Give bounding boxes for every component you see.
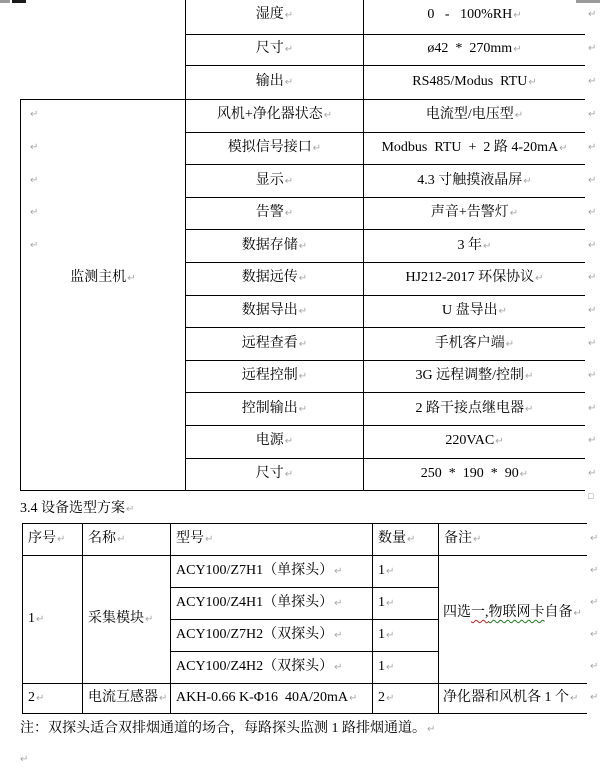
spec-value-text: RS485/Modus RTU (412, 74, 528, 89)
paragraph-mark: ↵ (127, 273, 136, 284)
paragraph-mark: ↵ (284, 436, 294, 447)
remark-text: 净化器和风机各 1 个 (443, 690, 569, 705)
paragraph-mark: ↵ (590, 565, 599, 576)
spec-param (186, 430, 363, 452)
paragraph-mark: ↵ (284, 469, 294, 480)
col-header-model (176, 528, 368, 550)
table-border-line (20, 99, 585, 100)
section-heading-text: 3.4 设备选型方案 (20, 501, 125, 516)
spec-value (364, 463, 585, 485)
paragraph-mark: ↵ (298, 371, 308, 382)
col-header-text: 备注 (444, 531, 472, 546)
paragraph-mark: ↵ (126, 504, 135, 515)
qty-cell (378, 624, 434, 646)
spec-param-text: 湿度 (255, 7, 284, 22)
table-border-line (185, 425, 585, 426)
model-text: ACY100/Z4H1（单探头） (176, 595, 334, 610)
qty-cell (378, 656, 434, 678)
table-border-line (185, 34, 585, 35)
spec-value (364, 4, 585, 26)
spec-param-text: 模拟信号接口 (227, 140, 312, 155)
paragraph-mark: ↵ (427, 724, 436, 735)
spec-value-text: HJ212-2017 环保协议 (405, 270, 535, 285)
table-border-line (22, 523, 23, 713)
paragraph-mark: ↵ (30, 207, 39, 218)
spec-value-text: Modbus RTU + 2 路 4-20mA (381, 140, 559, 155)
table-border-line (185, 327, 585, 328)
table-border-line (185, 132, 585, 133)
paragraph-mark: ↵ (559, 143, 568, 154)
spec-param (186, 71, 363, 93)
paragraph-mark: ↵ (514, 110, 524, 121)
spec-param (186, 333, 363, 355)
spec-value-text: 3G 远程调整/控制 (415, 368, 525, 383)
seq-text: 1 (28, 611, 35, 626)
name-cell (88, 687, 166, 709)
paragraph-mark: ↵ (407, 534, 416, 545)
paragraph-mark: ↵ (588, 207, 597, 218)
name-cell (88, 608, 166, 630)
model-cell (176, 624, 368, 646)
paragraph-mark: ↵ (145, 614, 154, 625)
seq-cell (28, 608, 78, 630)
table-border-line (185, 360, 585, 361)
table-border-line (185, 164, 585, 165)
table-border-line (82, 523, 83, 713)
paragraph-mark: ↵ (525, 371, 534, 382)
qty-text: 1 (378, 563, 385, 578)
paragraph-mark: ↵ (588, 338, 597, 349)
qty-cell (378, 687, 434, 709)
table-border-line (20, 490, 585, 491)
model-cell (176, 560, 368, 582)
spec-param-text: 远程查看 (241, 336, 298, 351)
col-header-text: 数量 (378, 531, 406, 546)
spec-value-text: 声音+告警灯 (430, 205, 509, 220)
table-border-line (185, 458, 585, 459)
paragraph-mark: ↵ (117, 534, 126, 545)
paragraph-mark: ↵ (528, 77, 537, 88)
spec-value (364, 137, 585, 159)
qty-text: 1 (378, 595, 385, 610)
spec-param (186, 202, 363, 224)
cropped-remnant (12, 0, 26, 3)
paragraph-mark: ↵ (588, 9, 597, 20)
paragraph-mark: ↵ (298, 306, 308, 317)
paragraph-mark: ↵ (386, 598, 395, 609)
spec-param-text: 控制输出 (241, 401, 298, 416)
spec-param-text: 尺寸 (255, 41, 284, 56)
spec-value (364, 365, 585, 387)
paragraph-mark: ↵ (334, 598, 343, 609)
model-cell (176, 592, 368, 614)
paragraph-mark: ↵ (349, 693, 358, 704)
paragraph-mark: ↵ (590, 533, 599, 544)
remark-text-grammarcheck: 物联网卡 (488, 605, 545, 620)
paragraph-mark: ↵ (334, 630, 343, 641)
spec-param-text: 告警 (255, 205, 284, 220)
cropped-remnant (0, 0, 10, 3)
spec-param (186, 4, 363, 26)
paragraph-mark: ↵ (588, 240, 597, 251)
paragraph-mark: ↵ (298, 339, 308, 350)
spec-value (364, 202, 585, 224)
seq-text: 2 (28, 690, 35, 705)
paragraph-mark: ↵ (573, 608, 582, 619)
paragraph-mark: ↵ (495, 436, 504, 447)
table-border-line (185, 392, 585, 393)
paragraph-mark: ↵ (284, 176, 294, 187)
seq-cell (28, 687, 78, 709)
spec-value (364, 398, 585, 420)
paragraph-mark: ↵ (509, 208, 519, 219)
cropped-remnant (576, 0, 600, 3)
spec-value (364, 71, 585, 93)
paragraph-mark: ↵ (588, 76, 597, 87)
remark-cell (443, 602, 586, 624)
paragraph-mark: ↵ (590, 661, 599, 672)
spec-value-text: 220VAC (445, 433, 495, 448)
qty-cell (378, 560, 434, 582)
spec-value (364, 104, 585, 126)
paragraph-mark: ↵ (159, 693, 168, 704)
spec-param-text: 尺寸 (255, 466, 284, 481)
spec-param-text: 输出 (255, 74, 284, 89)
spec-value-text: ø42 * 270mm (427, 41, 513, 56)
spec-param-text: 显示 (255, 173, 284, 188)
spec-value (364, 170, 585, 192)
qty-cell (378, 592, 434, 614)
note-text (20, 718, 596, 740)
qty-text: 1 (378, 627, 385, 642)
paragraph-mark: ↵ (386, 693, 395, 704)
spec-value-text: U 盘导出 (441, 303, 498, 318)
spec-value (364, 333, 585, 355)
table-border-line (438, 523, 439, 713)
col-header-text: 型号 (176, 531, 204, 546)
table-border-line (20, 99, 21, 490)
table-border-line (22, 683, 587, 684)
section-heading (20, 498, 340, 520)
table-border-line (170, 619, 438, 620)
spec-param-text: 风机+净化器状态 (216, 107, 323, 122)
paragraph-mark: ↵ (513, 10, 522, 21)
paragraph-mark: ↵ (588, 370, 597, 381)
paragraph-mark: ↵ (30, 240, 39, 251)
spec-value (364, 38, 585, 60)
paragraph-mark: ↵ (588, 175, 597, 186)
spec-param (186, 38, 363, 60)
spec-value-text: 4.3 寸触摸液晶屏 (417, 173, 523, 188)
paragraph-mark: ↵ (57, 534, 66, 545)
model-text: ACY100/Z4H2（双探头） (176, 659, 334, 674)
table-border-line (170, 651, 438, 652)
spec-value (364, 300, 585, 322)
paragraph-mark: ↵ (588, 272, 597, 283)
table-border-line (22, 523, 587, 524)
table-border-line (185, 65, 585, 66)
paragraph-mark: ↵ (535, 273, 544, 284)
table-border-line (170, 523, 171, 713)
paragraph-mark: ↵ (588, 435, 597, 446)
paragraph-mark: ↵ (386, 566, 395, 577)
paragraph-mark: ↵ (334, 662, 343, 673)
col-header-seq (28, 528, 78, 550)
table-border-line (22, 713, 587, 714)
spec-param (186, 267, 363, 289)
host-label (21, 267, 185, 289)
col-header-remark (444, 528, 584, 550)
col-header-text: 序号 (28, 531, 56, 546)
paragraph-mark: ↵ (30, 142, 39, 153)
paragraph-mark: ↵ (36, 693, 45, 704)
spec-param (186, 235, 363, 257)
paragraph-mark: ↵ (523, 176, 532, 187)
paragraph-mark: ↵ (284, 44, 294, 55)
model-cell (176, 687, 368, 709)
spec-value-text: 电流型/电压型 (425, 107, 514, 122)
col-header-qty (378, 528, 434, 550)
paragraph-mark: ↵ (505, 339, 515, 350)
table-border-line (372, 523, 373, 713)
spec-param-text: 电源 (255, 433, 284, 448)
spec-param (186, 398, 363, 420)
spec-value (364, 430, 585, 452)
paragraph-mark: ↵ (588, 403, 597, 414)
paragraph-mark: ↵ (334, 566, 343, 577)
paragraph-mark: ↵ (20, 754, 29, 765)
spec-param (186, 463, 363, 485)
col-header-text: 名称 (88, 531, 116, 546)
paragraph-mark: ↵ (525, 404, 534, 415)
spec-param (186, 300, 363, 322)
paragraph-mark: ↵ (588, 142, 597, 153)
model-text: ACY100/Z7H1（单探头） (176, 563, 334, 578)
paragraph-mark: ↵ (298, 273, 308, 284)
paragraph-mark: ↵ (590, 597, 599, 608)
spec-param (186, 170, 363, 192)
paragraph-mark: ↵ (519, 469, 529, 480)
paragraph-mark: ↵ (386, 662, 395, 673)
spec-value-text: 手机客户端 (434, 336, 505, 351)
paragraph-mark: ↵ (298, 404, 308, 415)
paragraph-mark: ↵ (284, 10, 294, 21)
qty-text: 1 (378, 659, 385, 674)
spec-value-text: 3 年 (457, 238, 483, 253)
model-text: AKH-0.66 K-Φ16 40A/20mA (176, 690, 348, 705)
end-of-table-mark: □ (588, 491, 594, 501)
paragraph-mark: ↵ (312, 143, 322, 154)
remark-cell (443, 687, 586, 709)
name-text: 电流互感器 (88, 690, 158, 705)
spec-value-text: 2 路干接点继电器 (415, 401, 525, 416)
spec-value (364, 235, 585, 257)
host-label-text: 监测主机 (70, 270, 127, 285)
table-border-line (185, 262, 585, 263)
paragraph-mark: ↵ (30, 109, 39, 120)
spec-param-text: 数据存储 (241, 238, 298, 253)
paragraph-mark: ↵ (570, 693, 579, 704)
paragraph-mark: ↵ (588, 109, 597, 120)
paragraph-mark: ↵ (588, 468, 597, 479)
table-border-line (170, 587, 438, 588)
spec-param (186, 137, 363, 159)
note-text-content: 注：双探头适合双排烟通道的场合，每路探头监测 1 路排烟通道。 (20, 721, 426, 736)
paragraph-mark: ↵ (30, 175, 39, 186)
spec-param-text: 远程控制 (241, 368, 298, 383)
remark-text-spellcheck: 一, (471, 605, 489, 620)
spec-value-text: 250 * 190 * 90 (420, 466, 519, 481)
spec-value (364, 267, 585, 289)
paragraph-mark: ↵ (588, 305, 597, 316)
spec-param (186, 104, 363, 126)
paragraph-mark: ↵ (513, 44, 522, 55)
table-border-line (185, 295, 585, 296)
spec-param (186, 365, 363, 387)
paragraph-mark: ↵ (284, 208, 294, 219)
paragraph-mark: ↵ (483, 241, 492, 252)
table-border-line (22, 555, 587, 556)
paragraph-mark: ↵ (473, 534, 482, 545)
model-cell (176, 656, 368, 678)
paragraph-mark: ↵ (498, 306, 507, 317)
spec-value-text: 0 - 100%RH (427, 7, 513, 22)
col-header-name (88, 528, 166, 550)
paragraph-mark: ↵ (323, 110, 333, 121)
remark-text: 自备 (544, 605, 573, 620)
table-border-line (185, 197, 585, 198)
name-text: 采集模块 (88, 611, 144, 626)
model-text: ACY100/Z7H2（双探头） (176, 627, 334, 642)
paragraph-mark: ↵ (590, 692, 599, 703)
table-border-line (185, 229, 585, 230)
remark-text: 四选 (443, 605, 471, 620)
paragraph-mark: ↵ (36, 614, 45, 625)
paragraph-mark: ↵ (284, 77, 294, 88)
paragraph-mark: ↵ (590, 629, 599, 640)
paragraph-mark: ↵ (386, 630, 395, 641)
qty-text: 2 (378, 690, 385, 705)
spec-param-text: 数据导出 (241, 303, 298, 318)
paragraph-mark: ↵ (205, 534, 214, 545)
paragraph-mark: ↵ (588, 43, 597, 54)
spec-param-text: 数据远传 (241, 270, 298, 285)
paragraph-mark: ↵ (298, 241, 308, 252)
